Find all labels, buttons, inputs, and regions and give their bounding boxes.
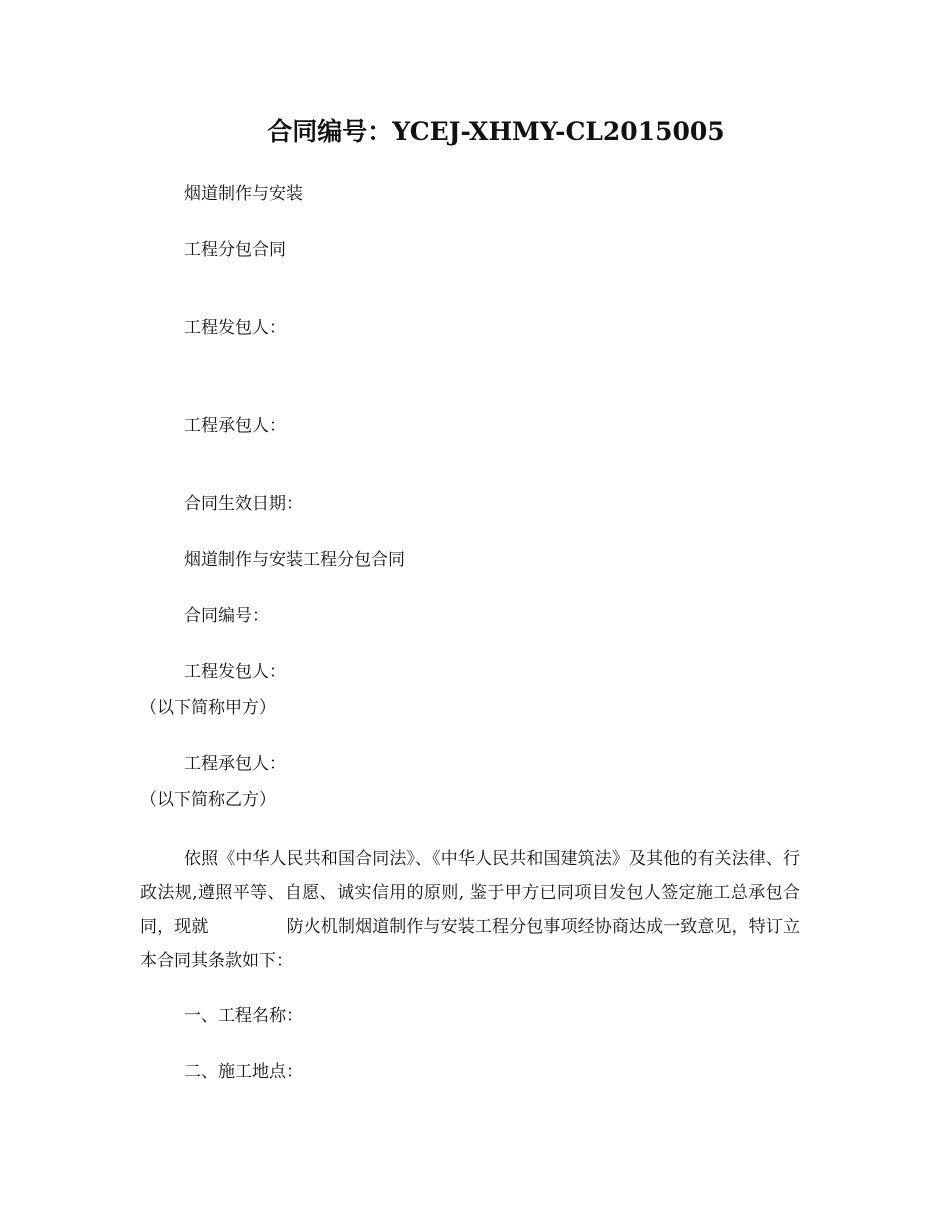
project-name-line: 烟道制作与安装	[184, 184, 303, 204]
contractor-label: 工程承包人：	[184, 416, 286, 436]
preamble-part-2: 防火机制烟道制作与安装工程分包事项经协商达成一致意见，特订立本合同其条款如下：	[140, 917, 801, 971]
contract-number-title: 合同编号：YCEJ-XHMY-CL2015005	[267, 117, 725, 146]
party-b-abbrev: （以下简称乙方）	[140, 790, 276, 810]
employer-label: 工程发包人：	[184, 318, 286, 338]
contract-heading: 烟道制作与安装工程分包合同	[184, 550, 405, 570]
preamble-paragraph	[140, 842, 800, 978]
party-a-abbrev: （以下简称甲方）	[140, 698, 276, 718]
clause-project-name: 一、工程名称：	[184, 1006, 303, 1026]
effective-date-label: 合同生效日期：	[184, 494, 303, 514]
contract-number-label: 合同编号：	[184, 606, 269, 626]
contract-type-line: 工程分包合同	[184, 240, 286, 260]
preamble-part-1: 依照《中华人民共和国合同法》、《中华人民共和国建筑法》及其他的有关法律、行政法规,遵照平等、自愿、诚实信用的原则, 鉴于甲方已同项目发包人签定施工总承包合同，现就	[140, 849, 800, 937]
party-b-label: 工程承包人：	[184, 754, 286, 774]
party-a-label: 工程发包人：	[184, 662, 286, 682]
clause-construction-site: 二、施工地点：	[184, 1062, 303, 1082]
